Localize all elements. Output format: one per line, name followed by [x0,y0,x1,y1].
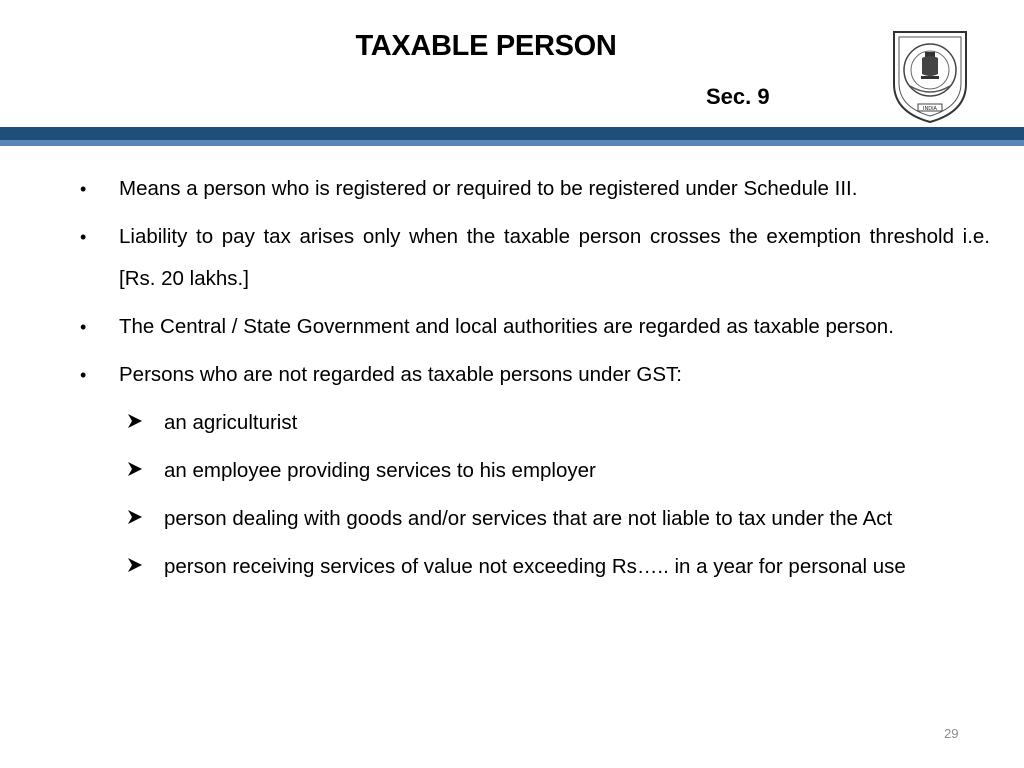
sub-bullet-text: person receiving services of value not exceeding Rs….. in a year for personal use [164,555,906,578]
sub-bullet-text: an employee providing services to his employer [164,459,596,482]
bullet-text: The Central / State Government and local authorities are regarded as taxable person. [119,315,894,338]
sub-bullet-item [0,546,990,588]
arrow-bullet-icon [127,461,143,477]
page-number: 29 [944,726,959,741]
bullet-text: Liability to pay tax arises only when the taxable person crosses the exemption threshold i.e. [Rs. 20 lakhs.] [119,225,990,290]
bullet-item [0,306,990,348]
sub-bullet-item [0,450,990,492]
bullet-item [0,216,990,300]
arrow-bullet-icon [127,557,143,573]
bullet-dot-icon: • [80,179,87,199]
svg-text:INDIA: INDIA [923,106,937,112]
arrow-bullet-icon [127,509,143,525]
sub-bullet-item [0,498,990,540]
bullet-dot-icon: • [80,317,87,337]
bullet-text: Means a person who is registered or required to be registered under Schedule III. [119,177,858,200]
slide-body [0,168,1024,594]
sub-bullet-item [0,402,990,444]
section-reference: Sec. 9 [706,84,770,109]
bullet-text: Persons who are not regarded as taxable persons under GST: [119,363,682,386]
slide-title: TAXABLE PERSON [355,30,617,62]
header-band [0,127,1024,146]
bullet-dot-icon: • [80,227,87,247]
arrow-bullet-icon [127,413,143,429]
bullet-item [0,168,990,210]
emblem-seal-icon [888,24,972,124]
sub-bullet-text: person dealing with goods and/or services that are not liable to tax under the Act [164,507,893,530]
bullet-item [0,354,990,396]
sub-bullet-text: an agriculturist [164,411,298,434]
bullet-dot-icon: • [80,365,87,385]
